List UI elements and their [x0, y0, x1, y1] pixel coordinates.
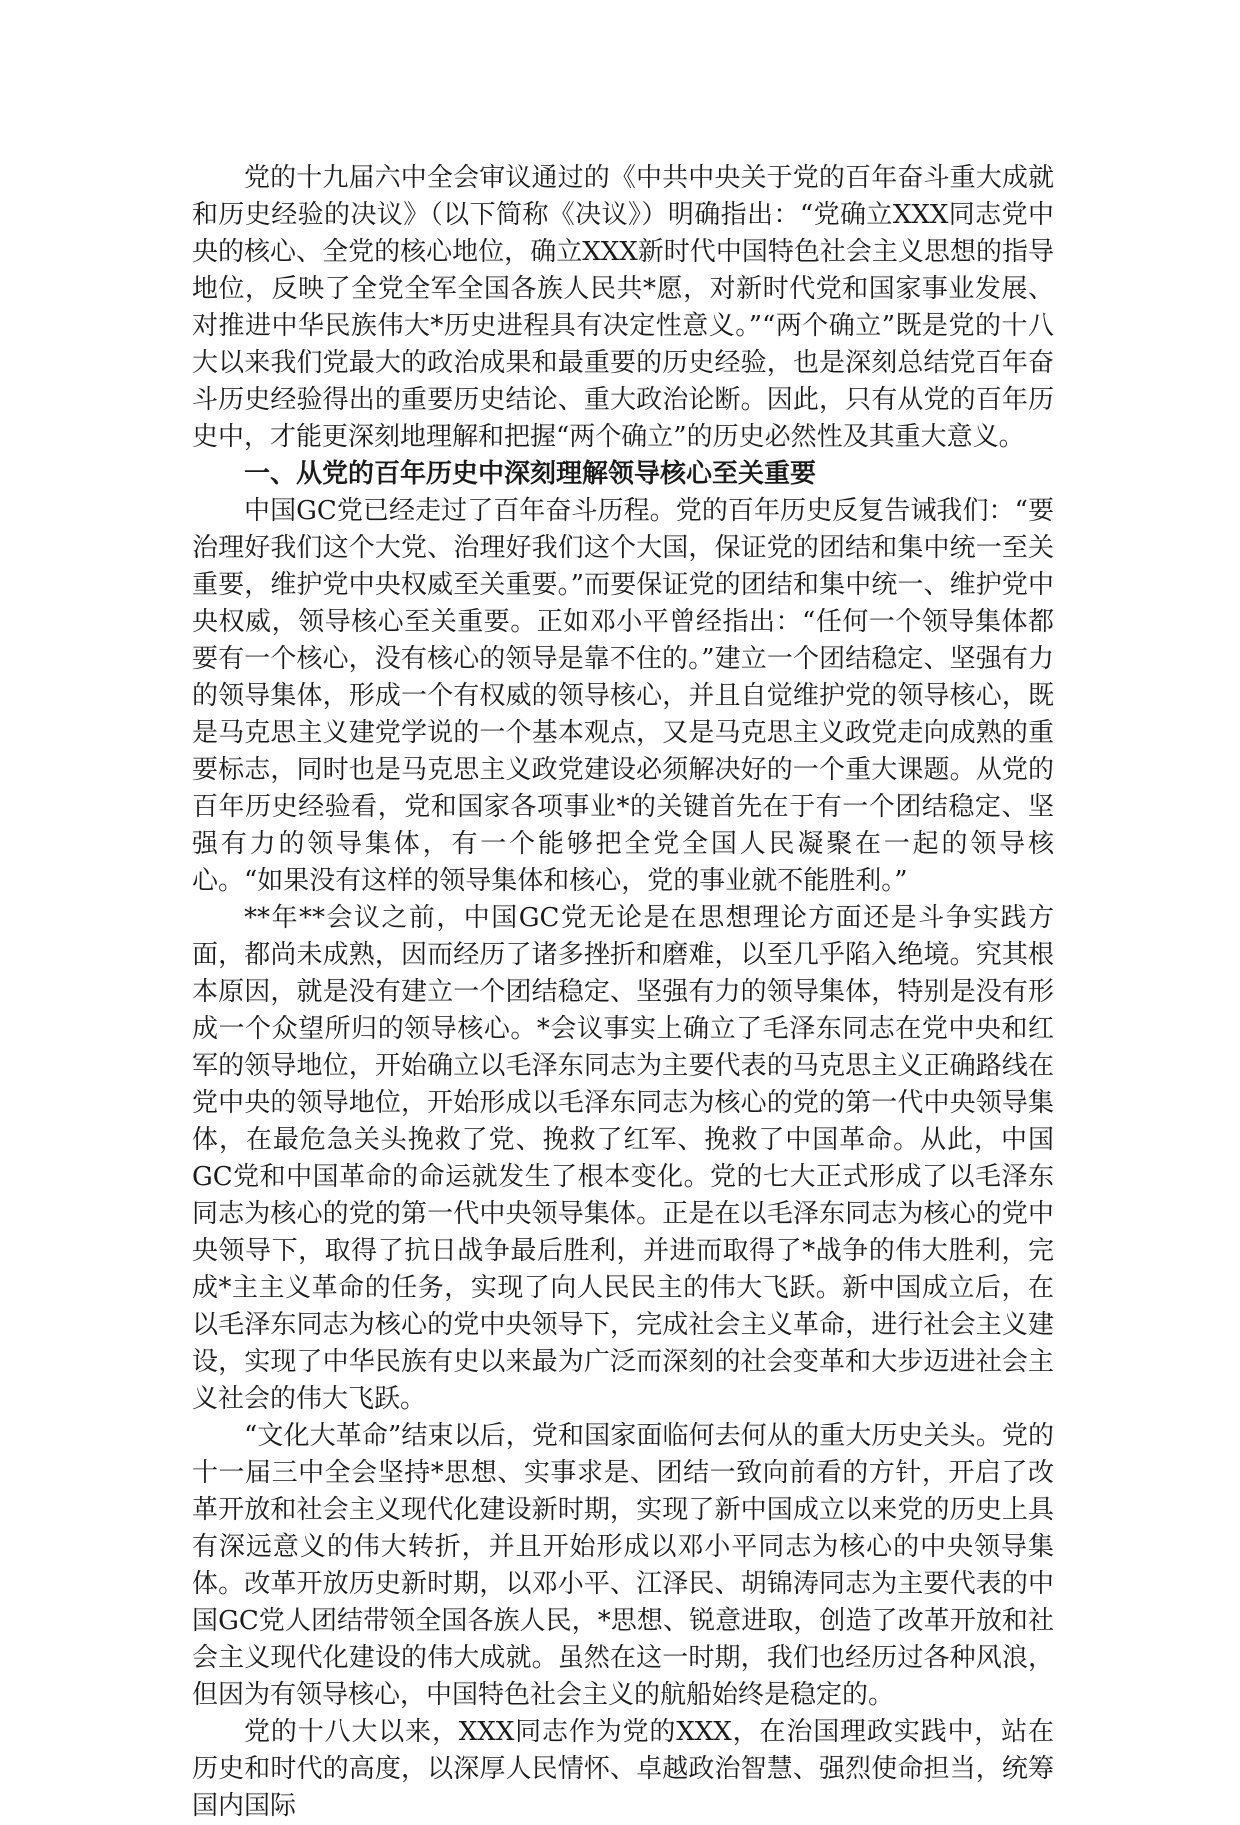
document-body [192, 160, 1054, 1825]
paragraph-history-mao: **年**会议之前，中国GC党无论是在思想理论方面还是斗争实践方面，都尚未成熟，因而经历了诸多挫折和磨难，以至几乎陷入绝境。究其根本原因，就是没有建立一个团结稳定、坚强有力的领导集体，特别是没有形成一个众望所归的领导核心。*会议事实上确立了毛泽东同志在党中央和红军的领导地位，开始确立以毛泽东同志为主要代表的马克思主义正确路线在党中央的领导地位，开始形成以毛泽东同志为核心的党的第一代中央领导集体，在最危急关头挽救了党、挽救了红军、挽救了中国革命。从此，中国GC党和中国革命的命运就发生了根本变化。党的七大正式形成了以毛泽东同志为核心的党的第一代中央领导集体。正是在以毛泽东同志为核心的党中央领导下，取得了抗日战争最后胜利，并进而取得了*战争的伟大胜利，完成*主主义革命的任务，实现了向人民民主的伟大飞跃。新中国成立后，在以毛泽东同志为核心的党中央领导下，完成社会主义革命，进行社会主义建设，实现了中华民族有史以来最为广泛而深刻的社会变革和大步迈进社会主义社会的伟大飞跃。 [192, 903, 1054, 1414]
paragraph-leadership-core: 中国GC党已经走过了百年奋斗历程。党的百年历史反复告诫我们：“要治理好我们这个大党、治理好我们这个大国，保证党的团结和集中统一至关重要，维护党中央权威至关重要。”而要保证党的团结和集中统一、维护党中央权威，领导核心至关重要。正如邓小平曾经指出：“任何一个领导集体都要有一个核心，没有核心的领导是靠不住的。”建立一个团结稳定、坚强有力的领导集体，形成一个有权威的领导核心，并且自觉维护党的领导核心，既是马克思主义建党学说的一个基本观点，又是马克思主义政党走向成熟的重要标志，同时也是马克思主义政党建设必须解决好的一个重大课题。从党的百年历史经验看，党和国家各项事业*的关键首先在于有一个团结稳定、坚强有力的领导集体，有一个能够把全党全国人民凝聚在一起的领导核心。“如果没有这样的领导集体和核心，党的事业就不能胜利。” [192, 496, 1054, 896]
paragraph-intro: 党的十九届六中全会审议通过的《中共中央关于党的百年奋斗重大成就和历史经验的决议》（以下简称《决议》）明确指出：“党确立XXX同志党中央的核心、全党的核心地位，确立XXX新时代中国特色社会主义思想的指导地位，反映了全党全军全国各族人民共*愿，对新时代党和国家事业发展、对推进中华民族伟大*历史进程具有决定性意义。”“两个确立”既是党的十八大以来我们党最大的政治成果和最重要的历史经验，也是深刻总结党百年奋斗历史经验得出的重要历史结论、重大政治论断。因此，只有从党的百年历史中，才能更深刻地理解和把握“两个确立”的历史必然性及其重大意义。 [192, 163, 1054, 452]
paragraph-reform-era: “文化大革命”结束以后，党和国家面临何去何从的重大历史关头。党的十一届三中全会坚持*思想、实事求是、团结一致向前看的方针，开启了改革开放和社会主义现代化建设新时期，实现了新中国成立以来党的历史上具有深远意义的伟大转折，并且开始形成以邓小平同志为核心的中央领导集体。改革开放历史新时期，以邓小平、江泽民、胡锦涛同志为主要代表的中国GC党人团结带领全国各族人民，*思想、锐意进取，创造了改革开放和社会主义现代化建设的伟大成就。虽然在这一时期，我们也经历过各种风浪，但因为有领导核心，中国特色社会主义的航船始终是稳定的。 [192, 1421, 1054, 1710]
paragraph-new-era: 党的十八大以来，XXX同志作为党的XXX，在治国理政实践中，站在历史和时代的高度，以深厚人民情怀、卓越政治智慧、强烈使命担当，统筹国内国际 [192, 1717, 1054, 1821]
section-heading-1: 一、从党的百年历史中深刻理解领导核心至关重要 [244, 459, 817, 489]
